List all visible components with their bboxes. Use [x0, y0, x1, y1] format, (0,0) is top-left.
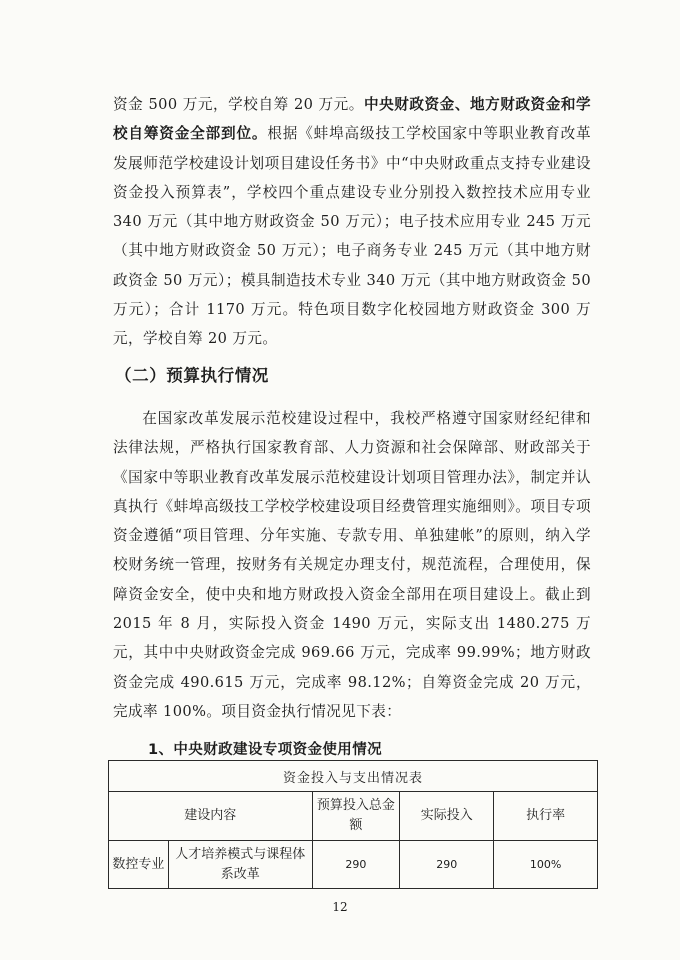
paragraph-funding-sources — [113, 90, 591, 354]
paragraph-text: 根据《蚌埠高级技工学校国家中等职业教育改革发展师范学校建设计划项目建设任务书》中“中央财政重点支持专业建设资金投入预算表”，学校四个重点建设专业分别投入数控技术应用专业 340 万元（其中地方财政资金 50 万元）；电子技术应用专业 245 万元（其中地方财政资金 50 万元）；电子商务专业 245 万元（其中地方财政资金 50 万元）；模具制造技术专业 340 万元（其中地方财政资金 50 万元）；合计 1170 万元。特色项目数字化校园地方财政资金 300 万元，学校自筹 20 万元。 — [113, 125, 591, 348]
cell-major: 数控专业 — [109, 841, 169, 889]
table-row — [109, 841, 598, 889]
subsection-heading: 1、中央财政建设专项资金使用情况 — [148, 742, 382, 758]
cell-budget: 290 — [312, 841, 400, 889]
bold-statement: 中央财政资金、地方财政资金和学校自筹资金全部到位。 — [113, 96, 591, 143]
header-rate: 执行率 — [494, 792, 598, 841]
cell-item: 人才培养模式与课程体系改革 — [168, 841, 312, 889]
table-header-row — [109, 792, 598, 841]
cell-rate: 100% — [494, 841, 598, 889]
funding-table — [108, 760, 598, 889]
paragraph-text: 资金 500 万元，学校自筹 20 万元。 — [113, 96, 364, 113]
cell-actual: 290 — [400, 841, 494, 889]
table-title: 资金投入与支出情况表 — [109, 761, 598, 792]
header-actual: 实际投入 — [400, 792, 494, 841]
header-content: 建设内容 — [109, 792, 313, 841]
header-budget: 预算投入总金额 — [312, 792, 400, 841]
paragraph-budget-execution: 在国家改革发展示范校建设过程中，我校严格遵守国家财经纪律和法律法规，严格执行国家教育部、人力资源和社会保障部、财政部关于《国家中等职业教育改革发展示范校建设计划项目管理办法》，制定并认真执行《蚌埠高级技工学校学校建设项目经费管理实施细则》。项目专项资金遵循“项目管理、分年实施、专款专用、单独建帐”的原则，纳入学校财务统一管理，按财务有关规定办理支付，规范流程，合理使用，保障资金安全，使中央和地方财政投入资金全部用在项目建设上。截止到 2015 年 8 月，实际投入资金 1490 万元，实际支出 1480.275 万元，其中中央财政资金完成 969.66 万元，完成率 99.99%；地方财政资金完成 490.615 万元，完成率 98.12%；自筹资金完成 20 万元，完成率 100%。项目资金执行情况见下表： — [113, 410, 591, 720]
page-number: 12 — [332, 900, 348, 914]
table-title-row — [109, 761, 598, 792]
section-heading: （二）预算执行情况 — [115, 366, 269, 385]
